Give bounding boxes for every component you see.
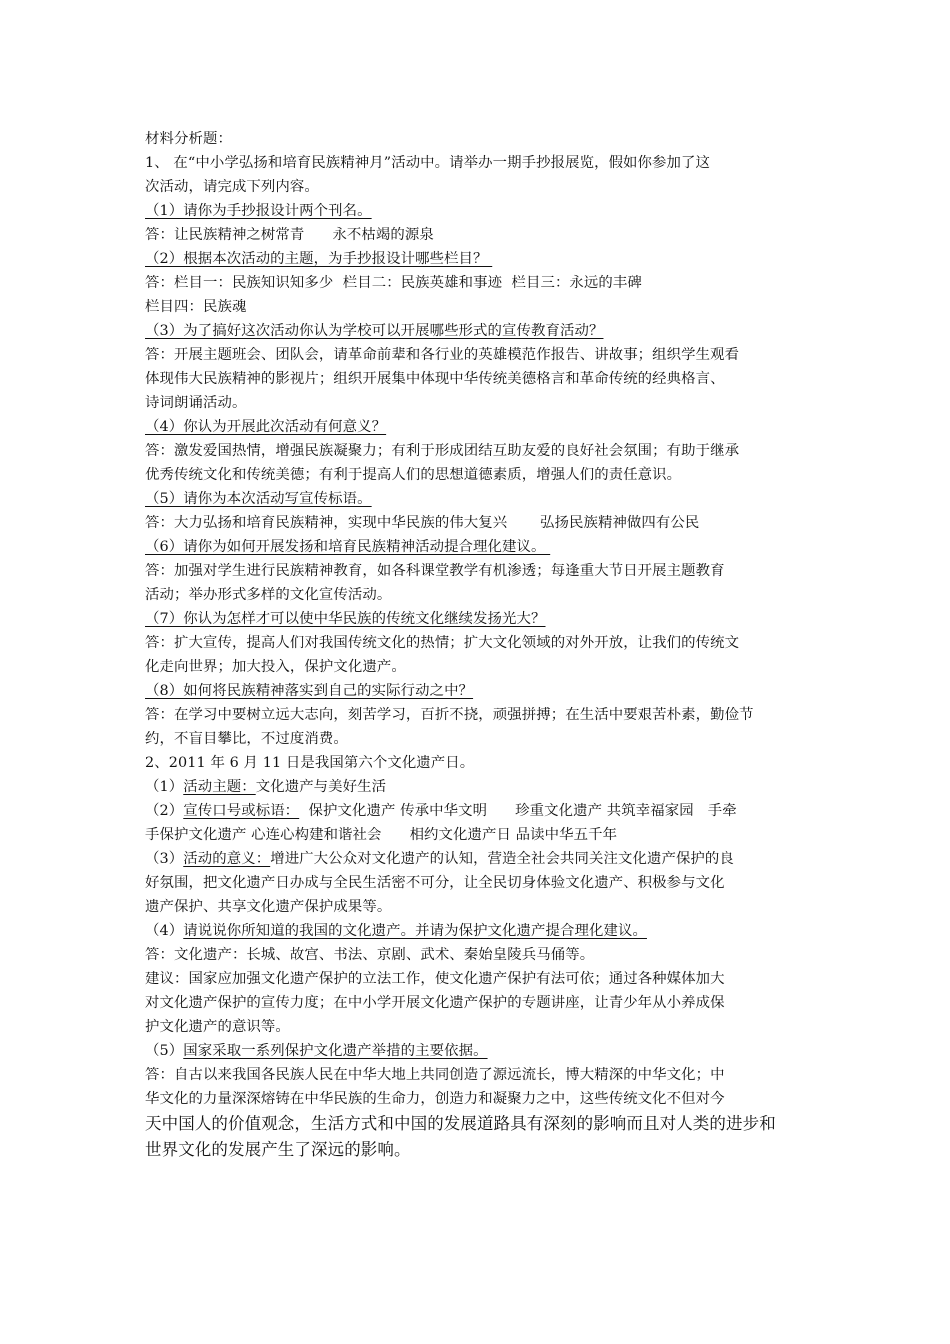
q2-answer: 对文化遗产保护的宣传力度；在中小学开展文化遗产保护的专题讲座，让青少年从小养成保 bbox=[145, 995, 725, 1011]
document-body bbox=[145, 127, 813, 1163]
q1-sub-question: （8）如何将民族精神落实到自己的实际行动之中？ bbox=[145, 683, 474, 699]
q1-answer: 活动；举办形式多样的文化宣传活动。 bbox=[145, 587, 392, 603]
q1-sub-question: （2）根据本次活动的主题，为手抄报设计哪些栏目？ bbox=[145, 251, 493, 267]
q1-answer: 答：在学习中要树立远大志向，刻苦学习，百折不挠，顽强拼搏；在生活中要艰苦朴素，勤俭节 bbox=[145, 707, 754, 723]
q2-part-label: 宣传口号或标语： bbox=[183, 803, 300, 819]
q1-answer: 答：开展主题班会、团队会，请革命前辈和各行业的英雄模范作报告、讲故事；组织学生观看 bbox=[145, 347, 740, 363]
q2-part-label: 请说说你所知道的我国的文化遗产。并请为保护文化遗产提合理化建议。 bbox=[183, 923, 647, 939]
q1-answer: 诗词朗诵活动。 bbox=[145, 395, 247, 411]
q2-part-text: 手保护文化遗产 心连心构建和谐社会 相约文化遗产日 品读中华五千年 bbox=[145, 827, 618, 843]
q1-answer: 优秀传统文化和传统美德；有利于提高人们的思想道德素质，增强人们的责任意识。 bbox=[145, 467, 682, 483]
section-heading: 材料分析题： bbox=[145, 131, 232, 147]
q2-part-number: （5） bbox=[145, 1043, 184, 1059]
q1-sub-question: （3）为了搞好这次活动你认为学校可以开展哪些形式的宣传教育活动？ bbox=[145, 323, 604, 339]
q1-answer: 体现伟大民族精神的影视片；组织开展集中体现中华传统美德格言和革命传统的经典格言、 bbox=[145, 371, 725, 387]
q2-part bbox=[145, 799, 813, 823]
q1-answer: 答：让民族精神之树常青 永不枯竭的源泉 bbox=[145, 227, 434, 243]
q2-part-label: 国家采取一系列保护文化遗产举措的主要依据。 bbox=[183, 1043, 488, 1059]
q2-part-label: 活动主题： bbox=[183, 779, 256, 795]
q2-part-text: 保护文化遗产 传承中华文明 珍重文化遗产 共筑幸福家园 手牵 bbox=[299, 803, 737, 819]
q2-answer: 建议：国家应加强文化遗产保护的立法工作，使文化遗产保护有法可依；通过各种媒体加大 bbox=[145, 971, 725, 987]
q2-part-number: （3） bbox=[145, 851, 184, 867]
q2-part-label: 活动的意义： bbox=[183, 851, 271, 867]
q2-part-number: （4） bbox=[145, 923, 184, 939]
q1-answer: 约，不盲目攀比，不过度消费。 bbox=[145, 731, 348, 747]
q2-answer: 答：自古以来我国各民族人民在中华大地上共同创造了源远流长，博大精深的中华文化；中 bbox=[145, 1067, 725, 1083]
q2-part bbox=[145, 919, 813, 943]
q1-intro: 次活动，请完成下列内容。 bbox=[145, 179, 319, 195]
q1-sub-question: （6）请你为如何开展发扬和培育民族精神活动提合理化建议。 bbox=[145, 539, 551, 555]
q1-answer: 答：激发爱国热情，增强民族凝聚力；有利于形成团结互助友爱的良好社会氛围；有助于继承 bbox=[145, 443, 740, 459]
q1-answer: 化走向世界；加大投入，保护文化遗产。 bbox=[145, 659, 406, 675]
q2-answer: 天中国人的价值观念，生活方式和中国的发展道路具有深刻的影响而且对人类的进步和 bbox=[145, 1114, 776, 1133]
q1-answer: 答：大力弘扬和培育民族精神，实现中华民族的伟大复兴 弘扬民族精神做四有公民 bbox=[145, 515, 700, 531]
q1-answer: 答：加强对学生进行民族精神教育，如各科课堂教学有机渗透；每逢重大节日开展主题教育 bbox=[145, 563, 725, 579]
q2-part bbox=[145, 775, 813, 799]
q1-sub-question: （1）请你为手抄报设计两个刊名。 bbox=[145, 203, 372, 219]
q2-part-text: 增进广大公众对文化遗产的认知，营造全社会共同关注文化遗产保护的良 bbox=[270, 851, 734, 867]
q2-answer: 华文化的力量深深熔铸在中华民族的生命力，创造力和凝聚力之中，这些传统文化不但对今 bbox=[145, 1091, 725, 1107]
q2-answer: 世界文化的发展产生了深远的影响。 bbox=[145, 1140, 411, 1159]
q2-part-text: 好氛围，把文化遗产日办成与全民生活密不可分，让全民切身体验文化遗产、积极参与文化 bbox=[145, 875, 725, 891]
q2-answer: 护文化遗产的意识等。 bbox=[145, 1019, 290, 1035]
q1-intro: 1、 在“中小学弘扬和培育民族精神月”活动中。请举办一期手抄报展览，假如你参加了这 bbox=[145, 155, 710, 171]
q2-part-number: （1） bbox=[145, 779, 184, 795]
q1-answer: 答：栏目一：民族知识知多少 栏目二：民族英雄和事迹 栏目三：永远的丰碑 bbox=[145, 275, 642, 291]
q2-part-text: 遗产保护、共享文化遗产保护成果等。 bbox=[145, 899, 392, 915]
q2-part-text: 文化遗产与美好生活 bbox=[255, 779, 387, 795]
q2-answer: 答：文化遗产：长城、故宫、书法、京剧、武术、秦始皇陵兵马俑等。 bbox=[145, 947, 595, 963]
q1-sub-question: （4）你认为开展此次活动有何意义？ bbox=[145, 419, 387, 435]
q2-part bbox=[145, 847, 813, 871]
q1-answer: 答：扩大宣传，提高人们对我国传统文化的热情；扩大文化领域的对外开放，让我们的传统文 bbox=[145, 635, 740, 651]
q2-intro: 2、2011 年 6 月 11 日是我国第六个文化遗产日。 bbox=[145, 755, 475, 771]
q1-answer: 栏目四：民族魂 bbox=[145, 299, 247, 315]
q1-sub-question: （7）你认为怎样才可以使中华民族的传统文化继续发扬光大？ bbox=[145, 611, 546, 627]
q2-part bbox=[145, 1039, 813, 1063]
q2-part-number: （2） bbox=[145, 803, 184, 819]
q1-sub-question: （5）请你为本次活动写宣传标语。 bbox=[145, 491, 372, 507]
